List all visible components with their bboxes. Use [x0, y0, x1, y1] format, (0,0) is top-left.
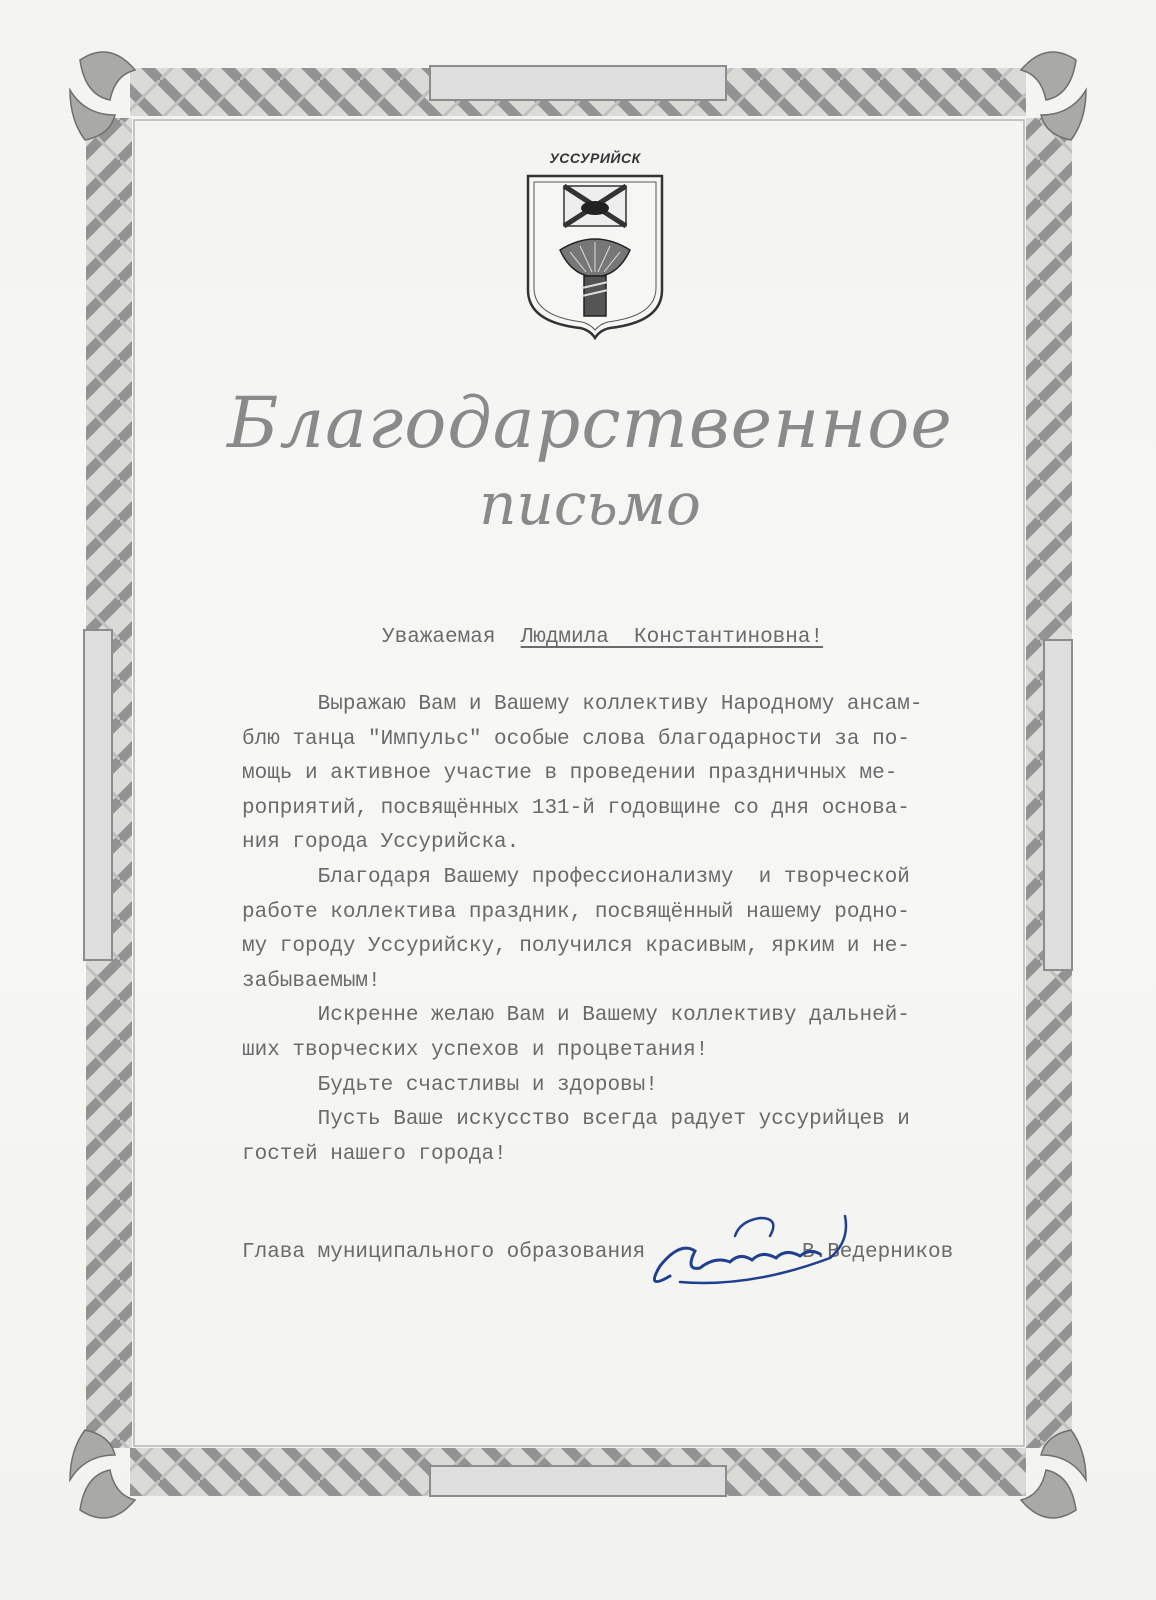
body-line: Будьте счастливы и здоровы! [242, 1073, 658, 1097]
salutation-prefix: Уважаемая [382, 626, 521, 649]
shield-icon [520, 172, 670, 340]
body-line: Искренне желаю Вам и Вашему коллективу дальней- [242, 1004, 910, 1028]
body-line: мощь и активное участие в проведении праздничных ме- [242, 762, 898, 786]
handwritten-signature [640, 1196, 880, 1306]
body-line: роприятий, посвящённых 131-й годовщине со дня основа- [242, 796, 910, 820]
body-line: Выражаю Вам и Вашему коллективу Народному ансам- [242, 693, 923, 716]
emblem-city-label: УССУРИЙСК [549, 150, 641, 166]
body-line: Благодаря Вашему профессионализму и творческой [242, 865, 910, 889]
letter-title: Благодарственное [227, 382, 953, 464]
salutation [382, 626, 823, 649]
body-line: гостей нашего города! [242, 1142, 507, 1166]
letter-subtitle: письмо [479, 470, 701, 538]
coat-of-arms [520, 150, 670, 340]
body-line: ших творческих успехов и процветания! [242, 1038, 709, 1062]
body-line: забываемым! [242, 969, 381, 993]
body-line: блю танца "Импульс" особые слова благодарности за по- [242, 727, 910, 751]
signature-block [242, 1236, 1002, 1270]
body-line: ния города Уссурийска. [242, 831, 520, 855]
signer-role: Глава муниципального образования [242, 1241, 646, 1264]
letter-body [242, 688, 982, 1172]
signer-name: В.Ведерников [802, 1241, 954, 1264]
body-line: работе коллектива праздник, посвящённый нашему родно- [242, 900, 910, 924]
body-line: Пусть Ваше искусство всегда радует уссурийцев и [242, 1108, 910, 1132]
recipient-name: Людмила Константиновна! [520, 626, 824, 649]
body-line: му городу Уссурийску, получился красивым, ярким и не- [242, 935, 910, 959]
